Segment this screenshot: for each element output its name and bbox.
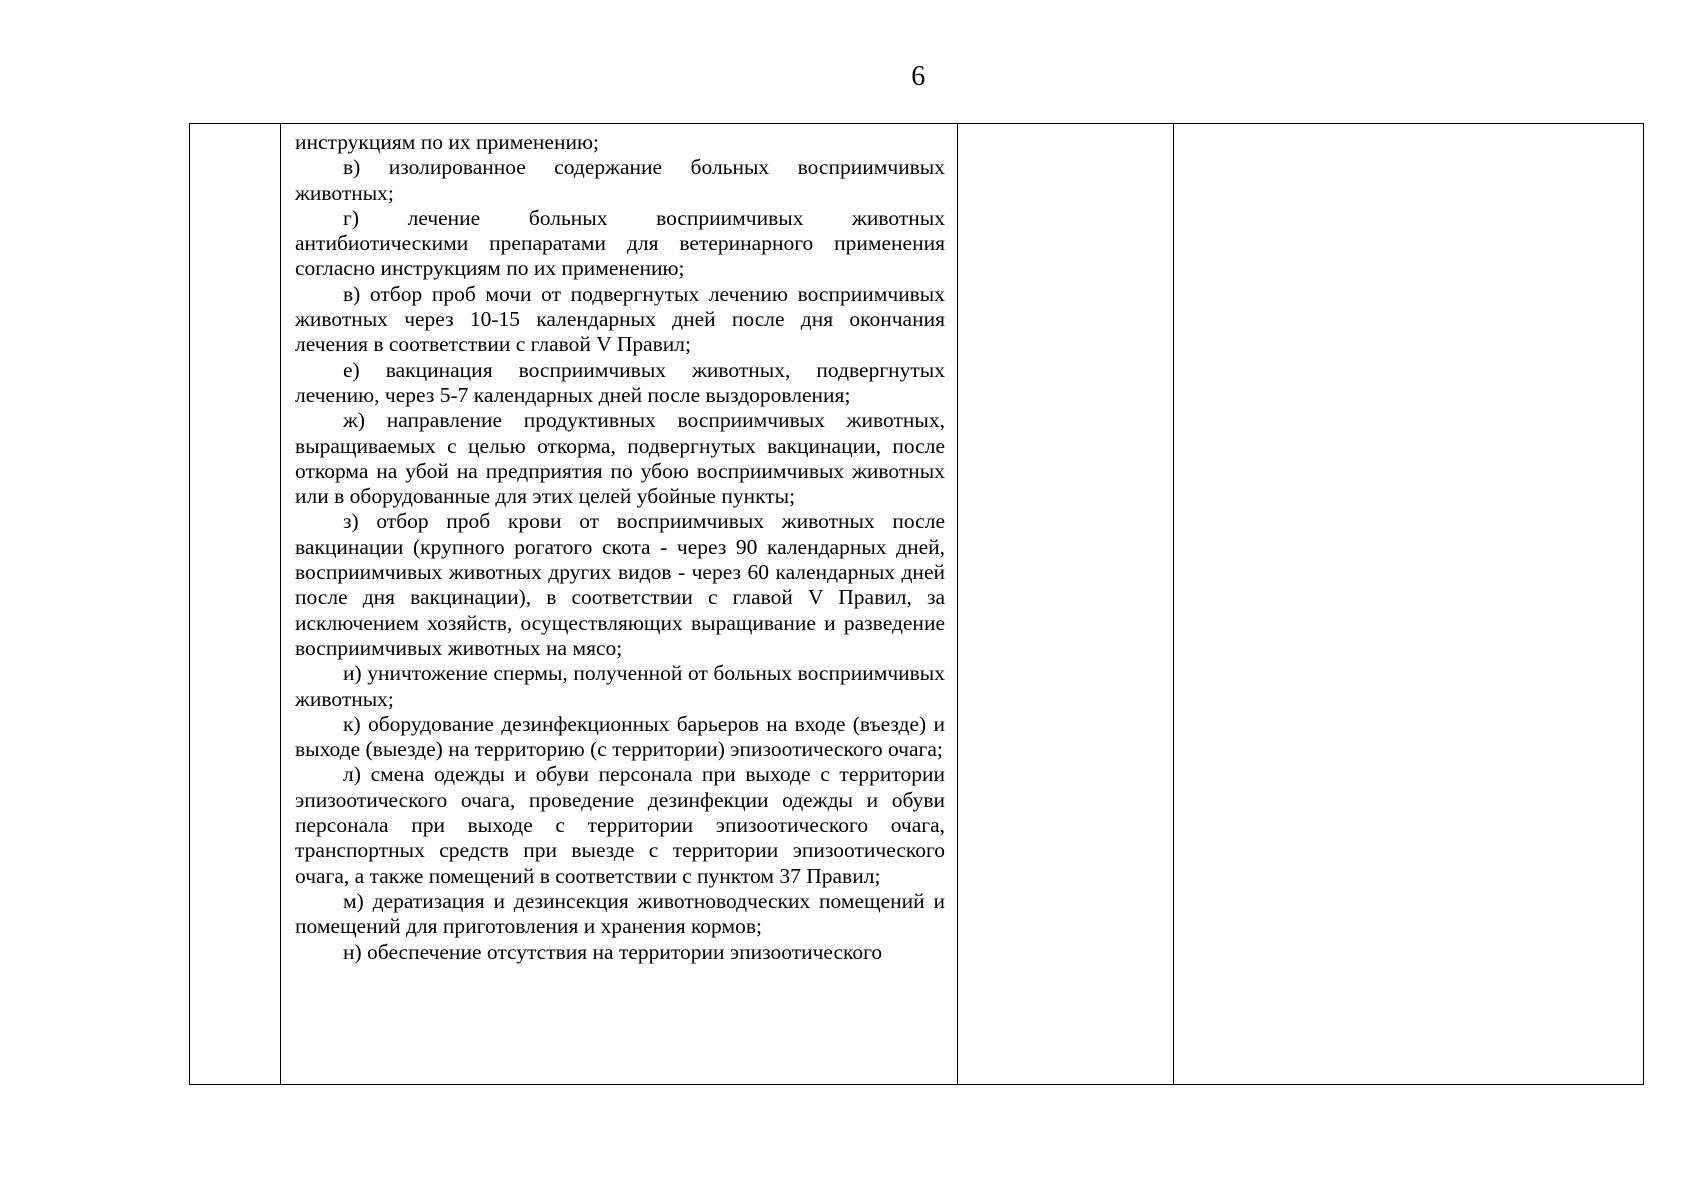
paragraph-item-e: е) вакцинация восприимчивых животных, подвергнутых лечению, через 5-7 календарных дней после выздоровления; xyxy=(295,357,945,407)
paragraph-item-v1: в) изолированное содержание больных восприимчивых животных; xyxy=(295,155,945,205)
table-cell-last xyxy=(1174,124,1644,1085)
cell-middle-content xyxy=(958,124,1173,138)
paragraph-item-n: н) обеспечение отсутствия на территории эпизоотического xyxy=(343,939,883,964)
paragraph-item-i: и) уничтожение спермы, полученной от больных восприимчивых животных; xyxy=(295,661,945,711)
table-cell-number xyxy=(190,124,281,1085)
content-table xyxy=(189,123,1644,1085)
paragraph-item-z: з) отбор проб крови от восприимчивых животных после вакцинации (крупного рогатого скота - через 90 календарных дней, восприимчивых животных других видов - через 60 календарных дней после дня вакцинации), в соответствии с главой V Правил, за исключением хозяйств, осуществляющих выращивание и разведение восприимчивых животных на мясо; xyxy=(295,509,945,660)
page-number xyxy=(0,60,1697,94)
paragraph-item-k: к) оборудование дезинфекционных барьеров на входе (въезде) и выходе (выезде) на территорию (с территории) эпизоотического очага; xyxy=(295,711,945,762)
paragraph-item-zh: ж) направление продуктивных восприимчивых животных, выращиваемых с целью откорма, подвергнутых вакцинации, после откорма на убой на предприятия по убою восприимчивых животных или в оборудованные для этих целей убойные пункты; xyxy=(295,408,945,509)
paragraph-item-g: г) лечение больных восприимчивых животных антибиотическими препаратами для ветеринарного применения согласно инструкциям по их применению; xyxy=(295,205,945,281)
cell-measures-content xyxy=(281,124,957,973)
cell-number-content xyxy=(190,124,280,1084)
paragraph-item-v2: в) отбор проб мочи от подвергнутых лечению восприимчивых животных через 10-15 календарных дней после дня окончания лечения в соответствии с главой V Правил; xyxy=(295,281,945,357)
page-number-value: 6 xyxy=(911,61,926,92)
cell-last-content xyxy=(1174,124,1643,138)
paragraph-item-m: м) дератизация и дезинсекция животноводческих помещений и помещений для приготовления и хранения кормов; xyxy=(295,888,945,939)
paragraph-continued: инструкциям по их применению; xyxy=(295,130,600,154)
table-row xyxy=(190,124,1644,1085)
table-cell-middle xyxy=(958,124,1174,1085)
paragraph-item-l: л) смена одежды и обуви персонала при выходе с территории эпизоотического очага, проведение дезинфекции одежды и обуви персонала при выходе с территории эпизоотического очага, транспортных средств при выезде с территории эпизоотического очага, а также помещений в соответствии с пунктом 37 Правил; xyxy=(295,762,945,888)
table-cell-measures xyxy=(281,124,958,1085)
